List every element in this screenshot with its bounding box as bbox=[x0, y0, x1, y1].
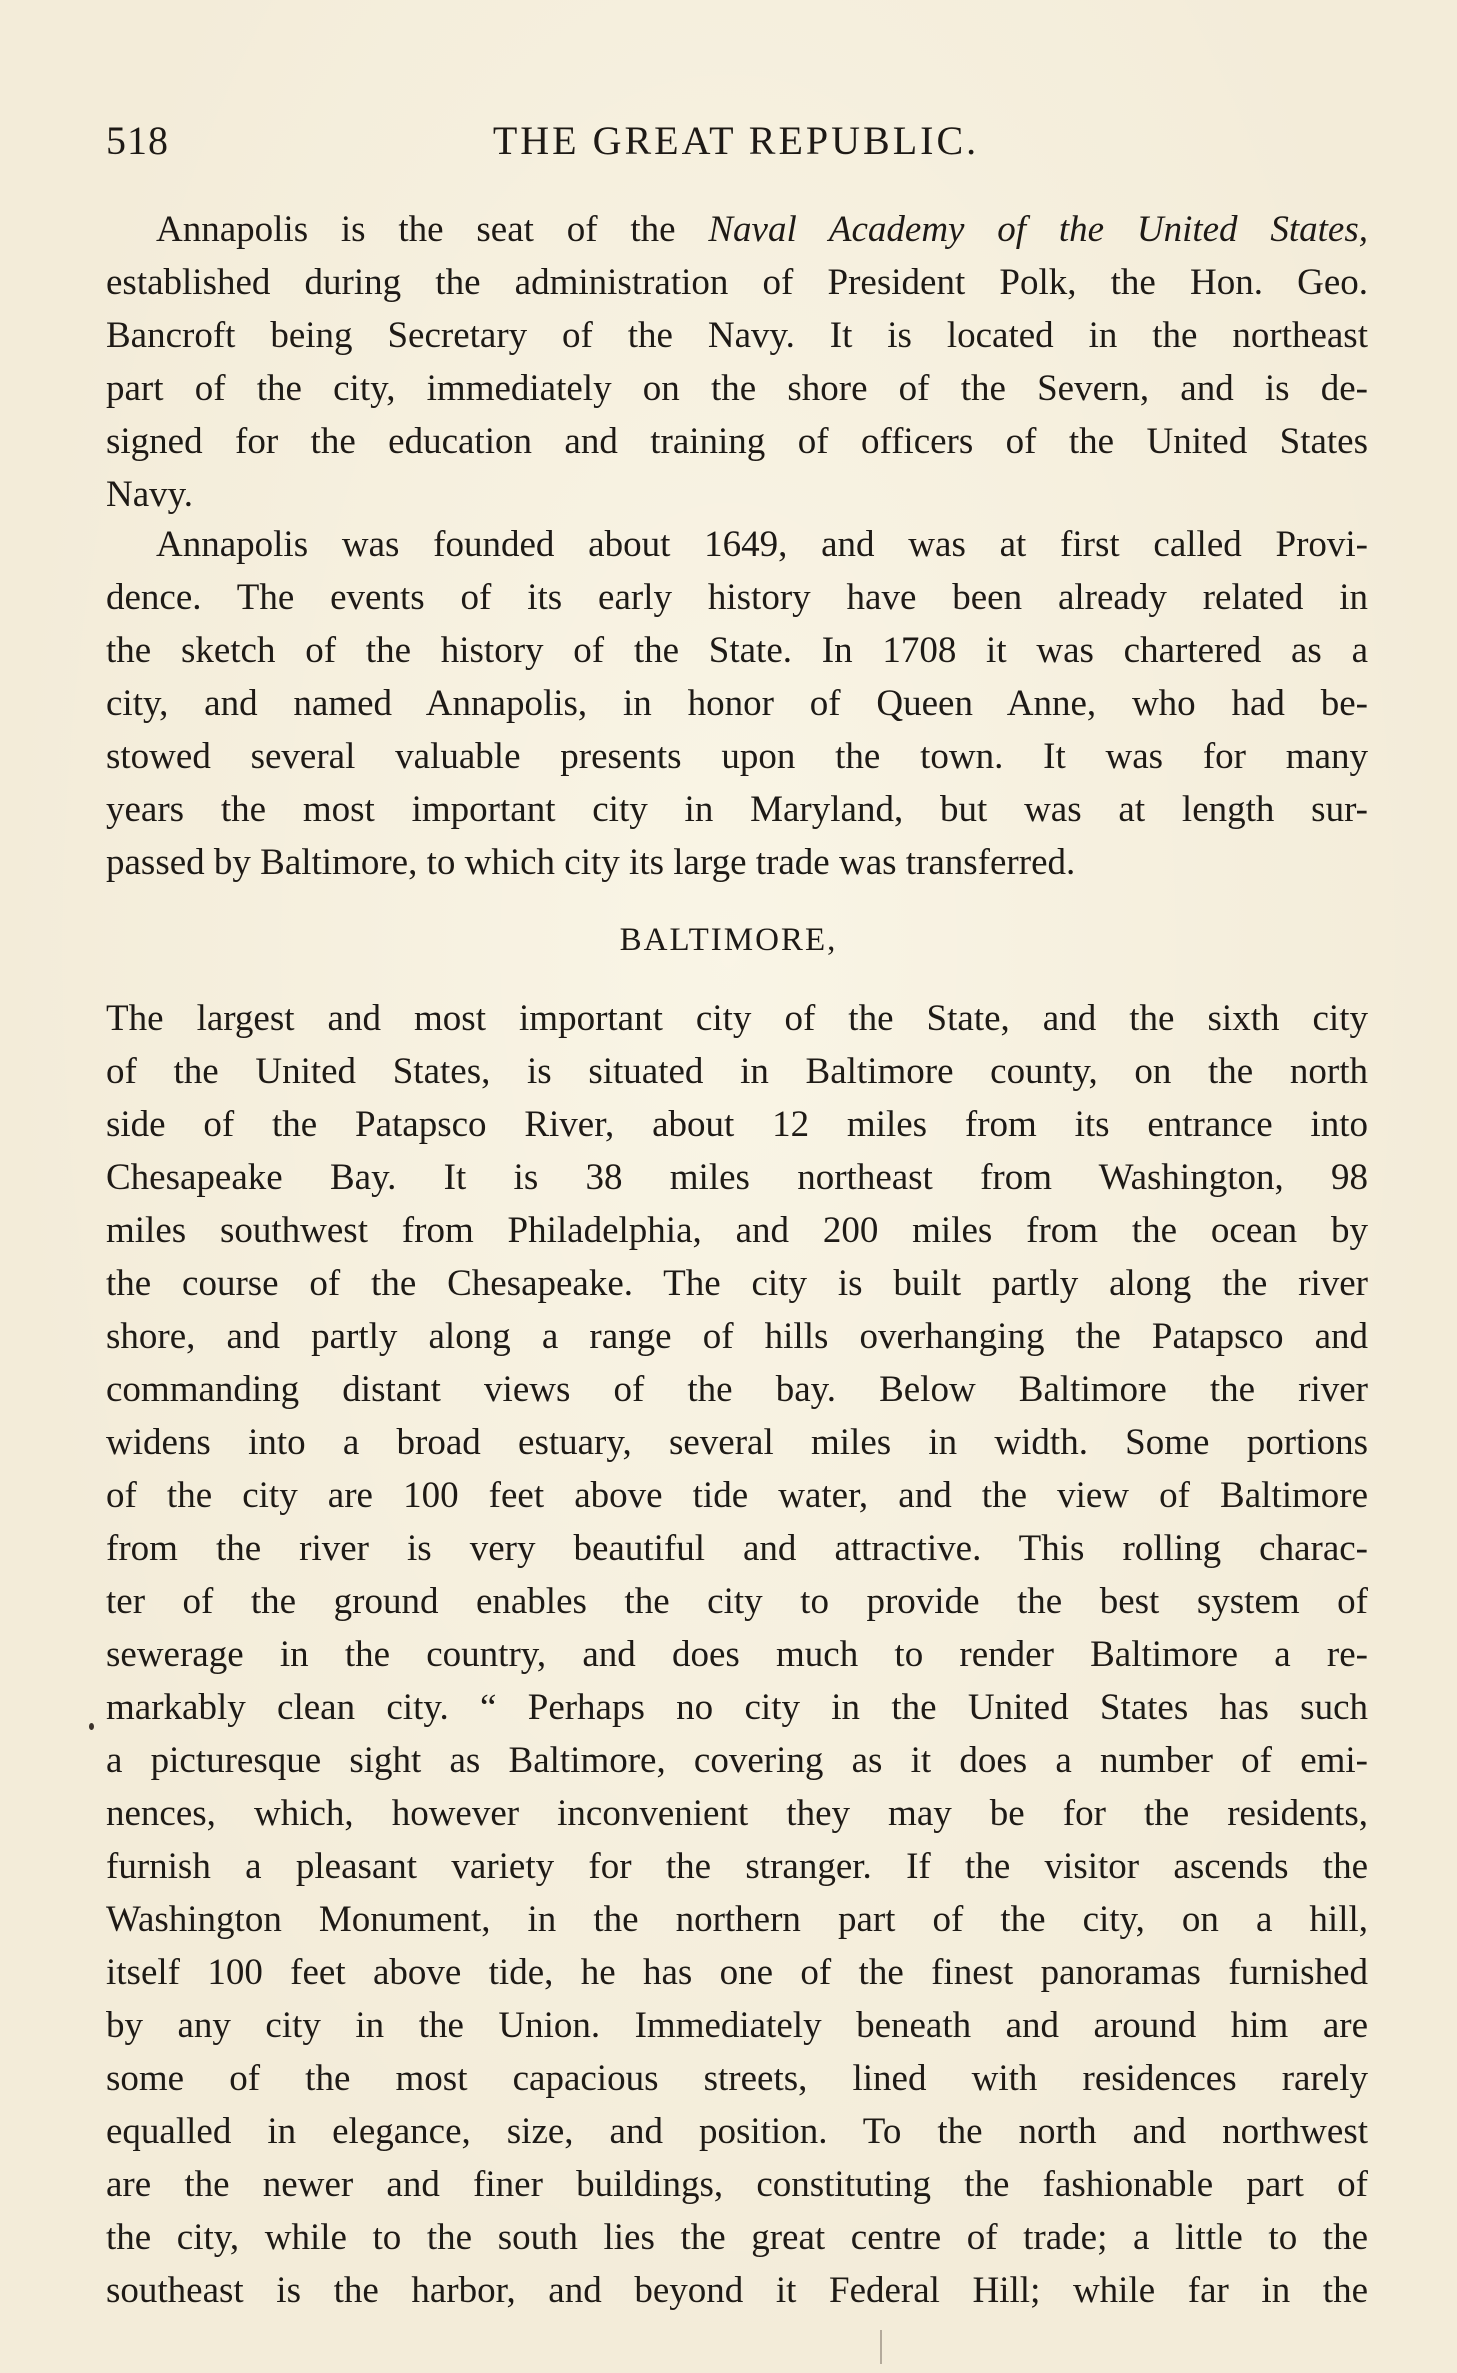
text-line: furnish a pleasant variety for the stranger. If the visitor ascends the bbox=[106, 1846, 1368, 1887]
text-line: miles southwest from Philadelphia, and 200 miles from the ocean by bbox=[106, 1210, 1368, 1251]
text-line: stowed several valuable presents upon the town. It was for many bbox=[106, 736, 1368, 777]
text-line: some of the most capacious streets, lined with residences rarely bbox=[106, 2058, 1368, 2099]
text-line: from the river is very beautiful and attractive. This rolling charac- bbox=[106, 1528, 1368, 1569]
text-line: established during the administration of President Polk, the Hon. Geo. bbox=[106, 262, 1368, 303]
text-line: passed by Baltimore, to which city its large trade was transferred. bbox=[106, 842, 1076, 883]
paper-mark bbox=[880, 2330, 882, 2364]
text-line: markably clean city. “ Perhaps no city in the United States has such bbox=[106, 1687, 1368, 1728]
text-line: part of the city, immediately on the shore of the Severn, and is de- bbox=[106, 368, 1368, 409]
text-line: side of the Patapsco River, about 12 miles from its entrance into bbox=[106, 1104, 1368, 1145]
text-line: itself 100 feet above tide, he has one of the finest panoramas furnished bbox=[106, 1952, 1368, 1993]
text-line: equalled in elegance, size, and position. To the north and northwest bbox=[106, 2111, 1368, 2152]
text-line: Bancroft being Secretary of the Navy. It is located in the northeast bbox=[106, 315, 1368, 356]
text-line: Navy. bbox=[106, 474, 193, 515]
text-line: Annapolis was founded about 1649, and was at first called Provi- bbox=[156, 524, 1368, 565]
text-line: ter of the ground enables the city to provide the best system of bbox=[106, 1581, 1368, 1622]
section-heading-baltimore: BALTIMORE, bbox=[619, 922, 838, 958]
text-line: commanding distant views of the bay. Below Baltimore the river bbox=[106, 1369, 1368, 1410]
text-line: of the city are 100 feet above tide water, and the view of Baltimore bbox=[106, 1475, 1368, 1516]
paragraph-annapolis-academy bbox=[106, 203, 1368, 521]
text-line: are the newer and finer buildings, constituting the fashionable part of bbox=[106, 2164, 1368, 2205]
text-line: nences, which, however inconvenient they may be for the residents, bbox=[106, 1793, 1368, 1834]
text-line: Chesapeake Bay. It is 38 miles northeast from Washington, 98 bbox=[106, 1157, 1368, 1198]
paragraph-baltimore bbox=[106, 992, 1368, 2317]
text-line: city, and named Annapolis, in honor of Queen Anne, who had be- bbox=[106, 683, 1368, 724]
text-line: Washington Monument, in the northern part of the city, on a hill, bbox=[106, 1899, 1368, 1940]
running-title: THE GREAT REPUBLIC. bbox=[492, 118, 980, 163]
ink-speck bbox=[89, 1723, 94, 1730]
text-line: shore, and partly along a range of hills overhanging the Patapsco and bbox=[106, 1316, 1368, 1357]
text-line: sewerage in the country, and does much to render Baltimore a re- bbox=[106, 1634, 1368, 1675]
text-line: widens into a broad estuary, several miles in width. Some portions bbox=[106, 1422, 1368, 1463]
text-line: by any city in the Union. Immediately beneath and around him are bbox=[106, 2005, 1368, 2046]
page-header bbox=[106, 117, 1366, 167]
text-line: years the most important city in Maryland, but was at length sur- bbox=[106, 789, 1368, 830]
text-line: southeast is the harbor, and beyond it Federal Hill; while far in the bbox=[106, 2270, 1368, 2311]
text-line: a picturesque sight as Baltimore, covering as it does a number of emi- bbox=[106, 1740, 1368, 1781]
text-line: the course of the Chesapeake. The city is built partly along the river bbox=[106, 1263, 1368, 1304]
text-line: Annapolis is the seat of the Naval Academy of the United States, bbox=[156, 209, 1368, 250]
text-line: dence. The events of its early history have been already related in bbox=[106, 577, 1368, 618]
text-line: The largest and most important city of the State, and the sixth city bbox=[106, 998, 1368, 1039]
text-line: of the United States, is situated in Baltimore county, on the north bbox=[106, 1051, 1368, 1092]
text-line: signed for the education and training of officers of the United States bbox=[106, 421, 1368, 462]
paragraph-annapolis-history bbox=[106, 518, 1368, 889]
text-line: the city, while to the south lies the great centre of trade; a little to the bbox=[106, 2217, 1368, 2258]
page-number: 518 bbox=[106, 118, 169, 163]
text-line: the sketch of the history of the State. In 1708 it was chartered as a bbox=[106, 630, 1368, 671]
